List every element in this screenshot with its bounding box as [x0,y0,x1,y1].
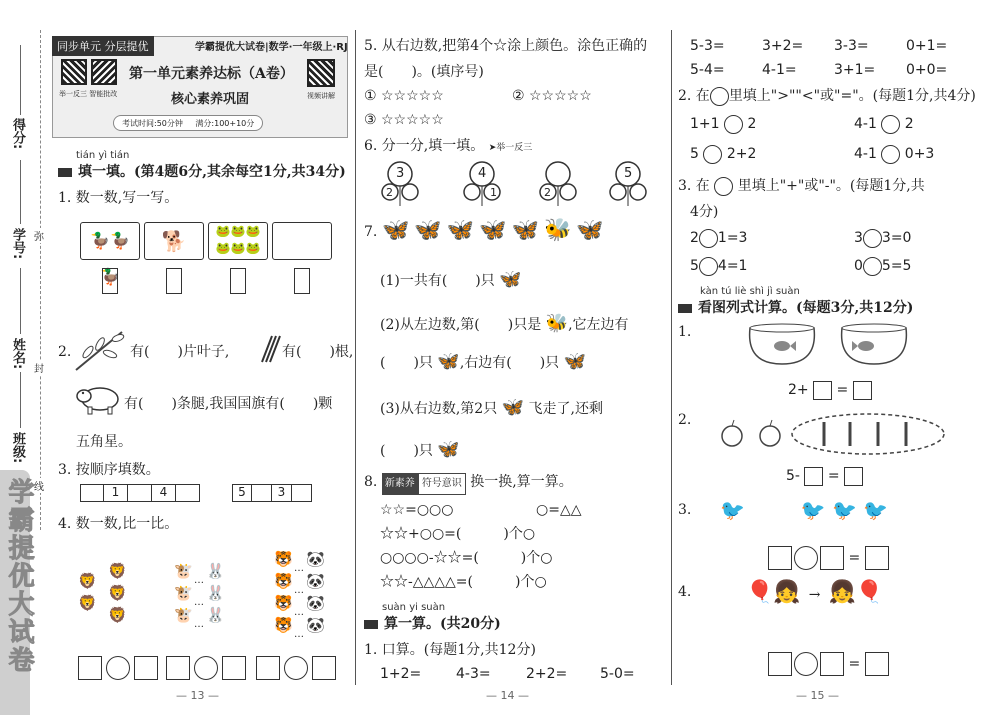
q2-continuation: 五角星。 [76,434,132,450]
operator-item [854,228,911,248]
butterfly-icon: 🦋 [563,351,587,372]
dots: … … … [194,575,204,630]
q7-part2-text-d: ,右边有( )只 [459,355,560,371]
q8-tag-symbol: 符号意识 [418,473,466,495]
rhs: 2 [904,116,914,132]
lhs: 4-1 [854,146,877,162]
q7-part2 [380,314,629,335]
compare-item [690,144,756,164]
qr-code-right [307,59,335,87]
answer-circle[interactable] [699,229,718,248]
q3-prompt: 3. 按顺序填数。 [58,462,160,478]
answer-box[interactable] [134,656,158,680]
q3-cell[interactable] [80,484,104,502]
answer-circle[interactable] [881,145,900,164]
q8-tag-new: 新素养 [382,473,418,495]
compare-prompt-a: 2. 在 [678,88,710,104]
fold-mark-bottom: 线 [34,478,44,493]
q4-compare-2 [166,656,246,680]
section2-title: 算一算。(共20分) [384,616,501,632]
compare-item [854,144,934,164]
q9-prompt: 1. 口算。(每题1分,共12分) [364,642,536,658]
answer-circle[interactable] [699,257,718,276]
section1-heading [58,162,346,182]
answer-box[interactable] [820,546,844,570]
fishbowls-image [746,322,916,368]
butterfly-icon: 🦋 [437,439,460,460]
flower2-top: 4 [478,166,487,181]
page-14 [360,0,668,715]
eq-equals: = [827,468,840,484]
q7-part3 [380,398,603,419]
compare-item [690,114,756,134]
calc-item: 0+0= [906,62,948,78]
rhs: 2 [747,116,757,132]
operator-item [690,256,747,276]
section3-marker [678,304,692,313]
flower1-left: 2 [386,186,393,199]
lion-column: 🦁 🦁 [78,572,97,612]
answer-circle[interactable] [724,115,743,134]
section2-heading [364,614,501,634]
calc-item: 0+1= [906,38,948,54]
student-id-label: 学号: [10,228,25,260]
rhs: 1=3 [717,230,748,246]
page-number-15: — 15 — [796,689,839,702]
eq-equals: = [848,550,861,566]
qr-code-left-2 [91,59,117,85]
fold-line [40,30,41,530]
problem4-number: 4. [678,584,692,600]
q7-part3-text-c: ( )只 [380,443,433,459]
q2-hippo-text: 有( )条腿,我国国旗有( )颗 [124,396,333,412]
dots-2: … … … … [294,563,304,640]
q1-answer-box-1[interactable] [102,268,118,294]
q1-answer-box-4[interactable] [294,268,310,294]
compare-prompt-b: 里填上">""<"或"="。(每题1分,共4分) [728,88,976,104]
series-badge: 同步单元 分层提优 [52,36,154,56]
q5-prompt-2: 是( )。(填序号) [364,64,484,80]
answer-box[interactable] [256,656,280,680]
series-title: 学霸提优大试卷|数学·一年级上·RJ [195,42,348,53]
bee-icon: 🐝 [545,313,569,334]
answer-box[interactable] [813,381,832,400]
q4-compare-3 [256,656,336,680]
q8-text: 换一换,算一算。 [470,474,573,490]
lhs: 1+1 [690,116,720,132]
q6-text: 6. 分一分,填一填。 [364,138,485,154]
butterfly-icon: 🦋 [499,269,522,290]
q7-butterfly-row: 🦋🦋🦋🦋🦋🐝🦋 [382,218,609,243]
qr-code-left [61,59,87,85]
operator-item [854,256,911,276]
q3-cell[interactable]: 5 [232,484,252,502]
answer-box[interactable] [853,381,872,400]
q5-prompt: 5. 从右边数,把第4个☆涂上颜色。涂色正确的 [364,38,648,54]
answer-box[interactable] [312,656,336,680]
picture-frame-dog: 🐕 [144,222,204,260]
problem2-number: 2. [678,412,692,428]
q3-cell[interactable]: 3 [272,484,292,502]
calc-item: 3+1= [834,62,876,78]
answer-box[interactable] [222,656,246,680]
calc-item: 5-4= [690,62,725,78]
lion-column-2: 🦁 🦁 🦁 [108,562,127,624]
q5-option-3[interactable]: ③ ☆☆☆☆☆ [364,112,444,128]
unit-title: 第一单元素养达标（A卷） [129,66,294,82]
rhs: 4=1 [717,258,748,274]
exam-time: 考试时间:50分钟 [122,119,183,128]
calc-item: 1+2= [380,666,422,682]
q1-picture-row [80,222,335,286]
problem3-equation [768,546,889,570]
q2-number: 2. [58,344,72,360]
score-line [20,45,21,115]
section2-marker [364,620,378,629]
q1-answer-box-2[interactable] [166,268,182,294]
q3-cell[interactable] [128,484,152,502]
qr-left-caption: 举一反三 智能批改 [59,90,118,98]
answer-box[interactable] [768,652,792,676]
q7-part3-text-b: 飞走了,还剩 [528,401,603,417]
q5-option-1[interactable]: ① ☆☆☆☆☆ [364,88,444,104]
hippo-image [76,383,122,415]
q8-row-2: ☆☆+○○=( )个○ [380,526,536,542]
answer-circle[interactable] [881,115,900,134]
q3-cell[interactable] [292,484,312,502]
eq-part: 5- [786,468,800,484]
lhs: 5 [690,258,699,274]
bee-icon: 🐝 [543,218,577,243]
problem1-equation [788,380,872,400]
q7-part1 [380,270,522,291]
operator-prompt-line2: 4分) [690,204,719,220]
q7-part3-text: (3)从右边数,第2只 [380,401,498,417]
birds-image: 🐦 🐦 🐦 🐦 [720,498,889,522]
exam-info-bar [113,115,263,131]
q3-cell[interactable] [252,484,272,502]
section1-pinyin: tián yì tián [76,150,130,161]
binding-sidebar [0,0,46,715]
page-number-13: — 13 — [176,689,219,702]
q3-sequence-a [80,484,200,502]
section2-pinyin: suàn yi suàn [382,602,446,613]
q8-heading [364,472,573,495]
q2-sticks-text: 有( )根, [282,344,354,360]
answer-circle[interactable] [794,652,818,676]
q3-cell[interactable]: 1 [104,484,128,502]
q4-animal-groups [78,548,338,648]
answer-circle[interactable] [794,546,818,570]
name-line [20,268,21,334]
name-label: 姓名: [10,338,25,370]
cow-column: 🐮 🐮 🐮 [174,562,193,624]
q5-option-2[interactable]: ② ☆☆☆☆☆ [512,88,592,104]
q4-compare-1 [78,656,158,680]
rabbit-column: 🐰 🐰 🐰 [206,562,225,624]
flower4-top: 5 [624,166,633,181]
brand-vertical [0,470,34,715]
rhs: 2+2 [726,146,757,162]
page-number-14: — 14 — [486,689,529,702]
answer-circle[interactable] [194,656,218,680]
rhs: 3=0 [881,230,912,246]
flower1-right-blank[interactable] [406,186,414,198]
q7-part2-text: (2)从左边数,第( )只是 [380,317,542,333]
answer-box[interactable] [844,467,863,486]
operator-prompt-a: 3. 在 [678,178,710,194]
q1-prompt: 1. 数一数,写一写。 [58,190,179,206]
q6-prompt: 6. 分一分,填一填。 ➤举一反三 [364,138,533,154]
q8-number: 8. [364,474,378,490]
answer-box[interactable] [804,467,823,486]
butterfly-icon: 🦋 [501,397,525,418]
calc-item: 3+2= [762,38,804,54]
answer-circle[interactable] [284,656,308,680]
eq-part: 2+ [788,382,809,398]
page-15 [676,0,996,715]
compare-item [854,114,914,134]
flower-split-3 [536,160,580,208]
column-divider-1 [355,30,356,685]
q7-part3-line2 [380,440,460,461]
compare-prompt [678,86,976,106]
lhs: 5 [690,146,699,162]
butterfly-icon: 🦋 [437,351,460,372]
answer-box[interactable] [865,652,889,676]
q8-rule-1: ☆☆=○○○ [380,502,454,518]
answer-circle[interactable] [863,257,882,276]
page13-header [52,36,348,138]
q8-rule-2: ○=△△ [536,502,582,518]
flower3-left: 2 [544,186,551,199]
operator-prompt-b: 里填上"+"或"-"。(每题1分,共 [737,178,925,194]
fold-mark-top: 弥 [34,228,44,243]
problem1-number: 1. [678,324,692,340]
answer-box[interactable] [768,546,792,570]
calc-item: 2+2= [526,666,568,682]
answer-circle[interactable] [863,229,882,248]
answer-box[interactable] [166,656,190,680]
panda-column: 🐼 🐼 🐼 🐼 [306,550,325,634]
section3-title: 看图列式计算。(每题3分,共12分) [698,300,914,316]
page-13 [50,0,352,715]
q7-part2-line2 [380,352,586,373]
calc-item: 5-3= [690,38,725,54]
calc-item: 3-3= [834,38,869,54]
fold-mark-mid: 封 [34,360,44,375]
eq-equals: = [836,382,849,398]
section1-title: 填一填。(第4题6分,其余每空1分,共34分) [78,164,346,180]
answer-circle[interactable] [106,656,130,680]
operator-prompt [678,176,925,196]
q3-cell[interactable]: 4 [152,484,176,502]
q8-row-3: ○○○○-☆☆=( )个○ [380,550,553,566]
id-line [20,160,21,224]
rhs: 0+3 [904,146,935,162]
q1-answer-box-3[interactable] [230,268,246,294]
brand-text: 学霸提优大试卷 [4,478,34,674]
eq-equals: = [848,656,861,672]
exam-score: 满分:100+10分 [195,119,255,128]
calc-item: 4-1= [762,62,797,78]
lhs: 4-1 [854,116,877,132]
q2-leaves-text: 有( )片叶子, [130,344,230,360]
cat-column: 🐯 🐯 🐯 🐯 [274,550,293,634]
lhs: 0 [854,258,863,274]
lhs: 2 [690,230,699,246]
problem3-number: 3. [678,502,692,518]
q6-tag: 举一反三 [496,143,533,153]
class-label: 班级: [10,432,25,464]
class-line [20,372,21,428]
column-divider-2 [671,30,672,685]
section1-marker [58,168,72,177]
answer-box[interactable] [78,656,102,680]
q7-part2-text-b: ,它左边有 [568,317,629,333]
apples-image [718,410,958,458]
operator-item [690,228,747,248]
q7-part2-text-c: ( )只 [380,355,433,371]
q4-prompt: 4. 数一数,比一比。 [58,516,179,532]
answer-circle[interactable] [703,145,722,164]
circle-icon [710,87,729,106]
flower1-top: 3 [396,166,405,181]
picture-frame-ducks: 🦆🦆🦆 [80,222,140,260]
q3-cell[interactable] [176,484,200,502]
problem4-equation [768,652,889,676]
rhs: 5=5 [881,258,912,274]
q7-part1-text: (1)一共有( )只 [380,273,495,289]
section3-heading [678,298,913,318]
answer-box[interactable] [820,652,844,676]
flower2-right: 1 [490,186,497,199]
picture-frame-frogs: 🐸🐸🐸 🐸🐸🐸 [208,222,268,260]
qr-right-caption: 视频讲解 [307,92,335,100]
q7-number: 7. [364,224,378,240]
lhs: 3 [854,230,863,246]
girls-balloons-image: 🎈👧 → 👧🎈 [746,580,884,605]
section3-pinyin: kàn tú liè shì jì suàn [700,286,800,297]
calc-item: 4-3= [456,666,491,682]
problem2-equation [786,466,863,486]
unit-subtitle: 核心素养巩固 [171,92,250,107]
answer-box[interactable] [865,546,889,570]
q3-sequence-b [232,484,312,502]
calc-item: 5-0= [600,666,635,682]
circle-icon [714,177,733,196]
sticks-image [258,334,280,364]
q8-row-4: ☆☆-△△△△=( )个○ [380,574,547,590]
picture-frame-empty [272,222,332,260]
branch-with-leaves-image [74,326,126,374]
score-label: 得分: [10,118,25,150]
